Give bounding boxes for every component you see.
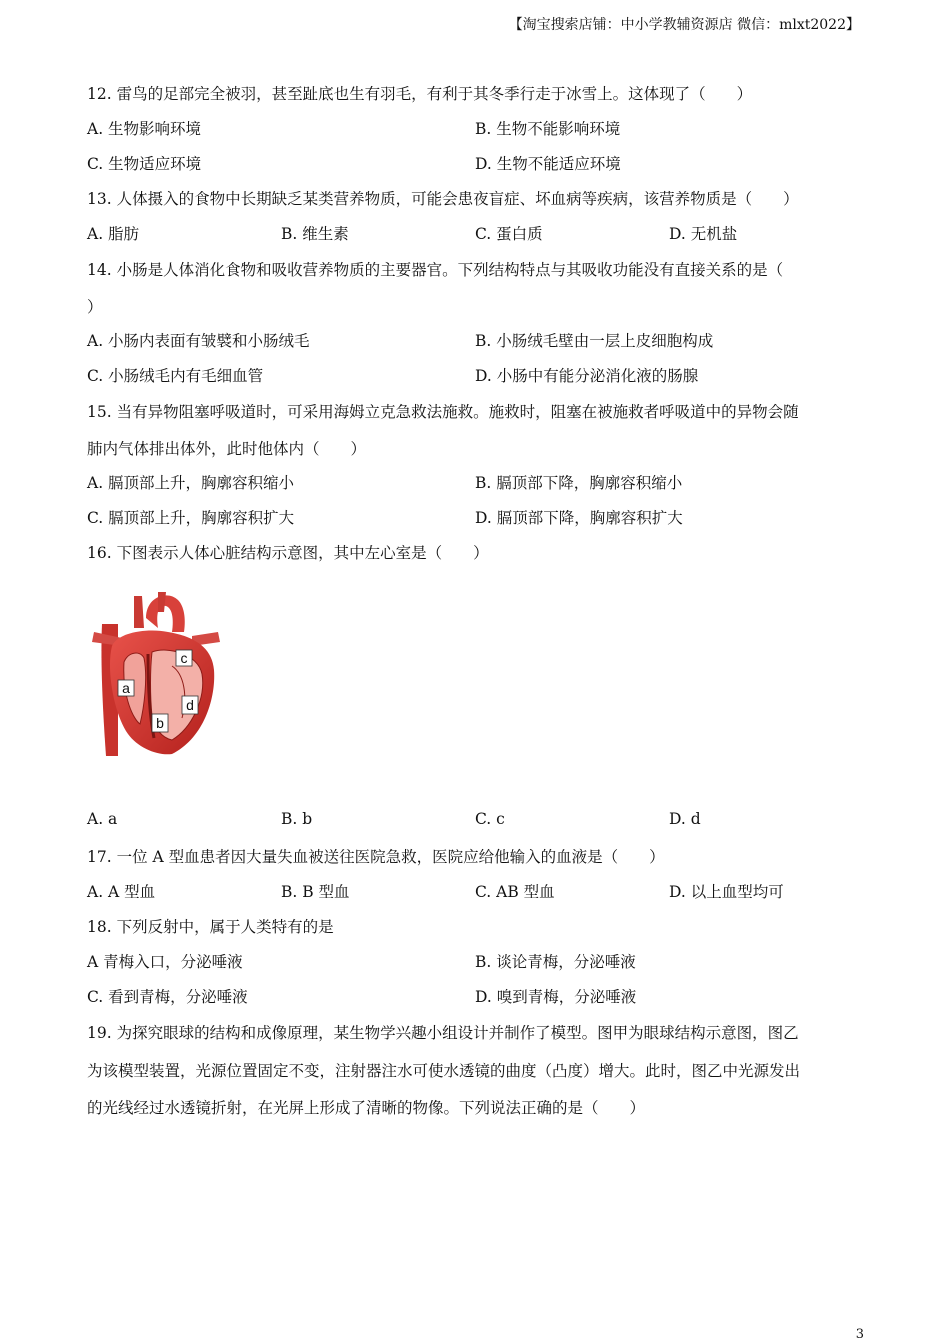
q14-option-a[interactable]: A. 小肠内表面有皱襞和小肠绒毛 <box>87 332 310 350</box>
question-19-line-1: 19. 为探究眼球的结构和成像原理，某生物学兴趣小组设计并制作了模型。图甲为眼球结构示意图，图乙 <box>87 1024 799 1042</box>
q18-option-d[interactable]: D. 嗅到青梅，分泌唾液 <box>475 988 637 1006</box>
q13-option-c[interactable]: C. 蛋白质 <box>475 225 543 243</box>
q13-option-a[interactable]: A. 脂肪 <box>87 225 140 243</box>
label-b <box>152 714 168 732</box>
question-15-stem: 15. 当有异物阻塞呼吸道时，可采用海姆立克急救法施救。施救时，阻塞在被施救者呼吸道中的异物会随 <box>87 403 799 421</box>
svg-text:d: d <box>186 697 194 713</box>
page-number: 3 <box>855 1327 864 1342</box>
q17-option-a[interactable]: A. A 型血 <box>87 883 156 901</box>
q17-option-c[interactable]: C. AB 型血 <box>475 883 555 901</box>
question-14-stem: 14. 小肠是人体消化食物和吸收营养物质的主要器官。下列结构特点与其吸收功能没有直接关系的是（ <box>87 261 784 279</box>
question-19-line-2: 为该模型装置，光源位置固定不变，注射器注水可使水透镜的曲度（凸度）增大。此时，图乙中光源发出 <box>87 1062 801 1080</box>
q17-option-b[interactable]: B. B 型血 <box>281 883 350 901</box>
q16-option-c[interactable]: C. c <box>475 810 505 828</box>
q14-option-d[interactable]: D. 小肠中有能分泌消化液的肠腺 <box>475 367 699 385</box>
q15-option-c[interactable]: C. 膈顶部上升，胸廓容积扩大 <box>87 509 295 527</box>
question-18-stem: 18. 下列反射中，属于人类特有的是 <box>87 918 334 936</box>
question-15-stem-cont: 肺内气体排出体外，此时他体内（ ） <box>87 440 367 458</box>
page-header: 【淘宝搜索店铺：中小学教辅资源店 微信：mlxt2022】 <box>508 17 860 33</box>
question-19-line-3: 的光线经过水透镜折射，在光屏上形成了清晰的物像。下列说法正确的是（ ） <box>87 1099 646 1117</box>
q15-option-b[interactable]: B. 膈顶部下降，胸廓容积缩小 <box>475 474 683 492</box>
q15-option-a[interactable]: A. 膈顶部上升，胸廓容积缩小 <box>87 474 295 492</box>
q13-option-d[interactable]: D. 无机盐 <box>669 225 738 243</box>
q13-option-b[interactable]: B. 维生素 <box>281 225 349 243</box>
q14-option-b[interactable]: B. 小肠绒毛壁由一层上皮细胞构成 <box>475 332 714 350</box>
q18-option-a[interactable]: A 青梅入口，分泌唾液 <box>87 953 243 971</box>
q12-option-c[interactable]: C. 生物适应环境 <box>87 155 202 173</box>
q16-option-a[interactable]: A. a <box>87 810 118 828</box>
q16-option-b[interactable]: B. b <box>281 810 313 828</box>
label-c <box>176 650 192 666</box>
label-a <box>118 680 134 696</box>
q12-option-d[interactable]: D. 生物不能适应环境 <box>475 155 621 173</box>
aorta-shape <box>146 595 185 632</box>
question-16-stem: 16. 下图表示人体心脏结构示意图，其中左心室是（ ） <box>87 544 489 562</box>
q15-option-d[interactable]: D. 膈顶部下降，胸廓容积扩大 <box>475 509 683 527</box>
question-13-stem: 13. 人体摄入的食物中长期缺乏某类营养物质，可能会患夜盲症、坏血病等疾病，该营养物质是（ ） <box>87 190 799 208</box>
q18-option-b[interactable]: B. 谈论青梅，分泌唾液 <box>475 953 636 971</box>
question-12-stem: 12. 雷鸟的足部完全被羽，甚至趾底也生有羽毛，有利于其冬季行走于冰雪上。这体现了（ ） <box>87 85 753 103</box>
label-d <box>182 696 198 714</box>
q17-option-d[interactable]: D. 以上血型均可 <box>669 883 784 901</box>
q12-option-a[interactable]: A. 生物影响环境 <box>87 120 202 138</box>
q12-option-b[interactable]: B. 生物不能影响环境 <box>475 120 621 138</box>
question-17-stem: 17. 一位 A 型血患者因大量失血被送往医院急救，医院应给他输入的血液是（ ） <box>87 848 665 866</box>
q14-option-c[interactable]: C. 小肠绒毛内有毛细血管 <box>87 367 264 385</box>
svg-text:c: c <box>180 650 188 666</box>
q18-option-c[interactable]: C. 看到青梅，分泌唾液 <box>87 988 248 1006</box>
question-14-stem-cont: ） <box>87 298 103 316</box>
svg-text:b: b <box>156 715 164 731</box>
q16-option-d[interactable]: D. d <box>669 810 701 828</box>
svg-text:a: a <box>122 680 130 696</box>
heart-diagram <box>88 588 224 758</box>
